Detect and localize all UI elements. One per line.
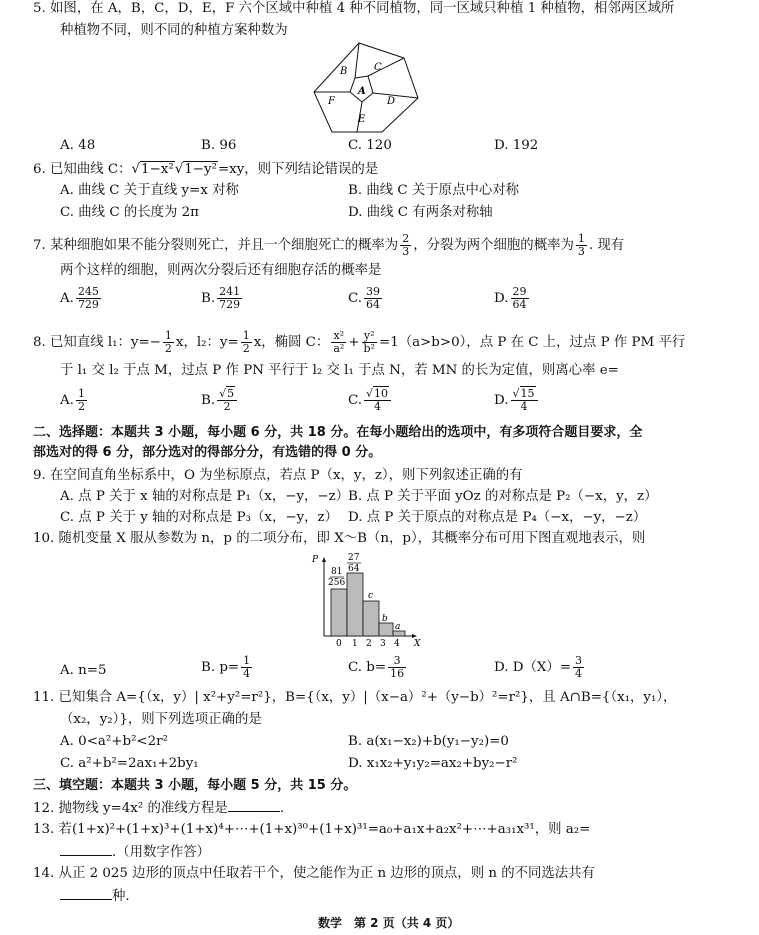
y-axis-label: P (312, 555, 319, 565)
region-label-c: C (374, 62, 382, 73)
q11-option-b: B. a(x₁−x₂)+b(y₁−y₂)=0 (348, 734, 509, 749)
bar-x1 (347, 573, 363, 636)
q5-line1: 5. 如图，在 A，B，C，D，E，F 六个区域中种植 4 种不同植物，同一区域只种植 1 种植物，相邻两区域所 (33, 1, 675, 16)
q5-line2: 种植物不同，则不同的种植方案种数为 (60, 23, 288, 38)
q7-fraction-1: $\frac{2}{3}$ (402, 232, 410, 258)
q7-option-a: A. $\frac{245}{729}$ (60, 285, 99, 311)
page-footer: 数学 第 2 页（共 4 页） (318, 916, 460, 930)
pentagon-region-figure (312, 42, 432, 134)
q11-option-a: A. 0<a²+b²<2r² (60, 734, 168, 749)
q11-line2: （x₂，y₂）}，则下列选项正确的是 (60, 712, 262, 727)
bar-x3 (379, 623, 393, 636)
q6-root-2: 1−y² (184, 162, 217, 177)
q13-answer-blank[interactable] (60, 843, 112, 856)
section-3-heading: 三、填空题：本题共 3 小题，每小题 5 分，共 15 分。 (33, 778, 357, 793)
q14-answer-blank[interactable] (60, 887, 112, 900)
q6-option-c: C. 曲线 C 的长度为 2π (60, 205, 199, 220)
q8-option-d: D. $\frac{√15}{4}$ (494, 388, 540, 413)
q6-option-a: A. 曲线 C 关于直线 y=x 对称 (60, 183, 239, 198)
x-tick-0: 0 (336, 639, 342, 648)
q5-option-a: A. 48 (60, 138, 96, 153)
q12-answer-blank[interactable] (228, 799, 280, 812)
bar-label-27: 27 (348, 553, 360, 563)
q9-option-a: A. 点 P 关于 x 轴的对称点是 P₁（x，−y，−z） (60, 489, 350, 504)
bar-label-b: b (382, 614, 388, 624)
q7-line1 (33, 233, 624, 258)
q5-option-b: B. 96 (201, 138, 237, 153)
x-tick-2: 2 (366, 639, 372, 648)
bar-label-a: a (395, 622, 401, 632)
q8-line2: 于 l₁ 交 l₂ 于点 M，过点 P 作 PN 平行于 l₂ 交 l₁ 于点 N，若 MN 的长为定值，则离心率 e= (60, 363, 619, 378)
q8-option-b: B. $\frac{√5}{2}$ (201, 388, 239, 413)
q6-text-pre: 6. 已知曲线 C： (33, 162, 132, 177)
bar-label-c: c (368, 591, 374, 601)
q5-option-d: D. 192 (494, 138, 539, 153)
region-label-d: D (387, 96, 396, 107)
x-tick-3: 3 (380, 639, 386, 648)
q11-option-c: C. a²+b²=2ax₁+2by₁ (60, 756, 199, 771)
section-2-heading-line2: 部选对的得 6 分，部分选对的得部分分，有选错的得 0 分。 (33, 445, 382, 460)
q9-option-b: B. 点 P 关于平面 yOz 的对称点是 P₂（−x，y，z） (348, 489, 658, 504)
region-label-b: B (340, 66, 348, 77)
q7-text-pre: 7. 某种细胞如果不能分裂则死亡，并且一个细胞死亡的概率为 (33, 238, 399, 253)
q6-text-post: =xy，则下列结论错误的是 (217, 162, 379, 177)
q8-line1: 8. 已知直线 l₁：y=− $\frac{1}{2}$ x，l₂：y= $\frac{1}{2}$ x，椭圆 C： $\frac{\text{x²}}{\text{a²}}$ + $\frac{\text{y²}}{\text{b²}}$ =1（a>b>0），点 P 在 C 上，过点 P 作 PM 平行 (33, 329, 686, 355)
bar-x2 (363, 601, 379, 636)
q9-line1: 9. 在空间直角坐标系中，O 为坐标原点，若点 P（x，y，z），则下列叙述正确的有 (33, 468, 523, 483)
q7-fraction-2: $\frac{1}{3}$ (577, 232, 585, 258)
q6-option-d: D. 曲线 C 有两条对称轴 (348, 205, 493, 220)
q12-line: 12. 抛物线 y=4x² 的准线方程是 . (33, 801, 285, 816)
q11-option-d: D. x₁x₂+y₁y₂=ax₂+by₂−r² (348, 756, 518, 771)
region-label-e: E (358, 114, 366, 125)
binomial-distribution-chart (300, 552, 430, 648)
q7-text-post: . 现有 (588, 238, 625, 253)
q7-line2: 两个这样的细胞，则两次分裂后还有细胞存活的概率是 (60, 263, 382, 278)
q9-option-d: D. 点 P 关于原点的对称点是 P₄（−x，−y，−z） (348, 510, 647, 525)
q10-option-a: A. n=5 (60, 663, 107, 678)
bar-label-256: 256 (328, 578, 346, 588)
q7-option-b: B. $\frac{241}{729}$ (201, 285, 241, 311)
q13-line2: .（用数字作答） (60, 843, 210, 861)
q10-option-b: B. p= $\frac{1}{4}$ (201, 654, 251, 680)
x-tick-1: 1 (352, 639, 358, 648)
region-label-f: F (328, 96, 335, 107)
region-label-a: A (358, 86, 366, 97)
q7-text-mid: ，分裂为两个细胞的概率为 (413, 238, 574, 253)
section-2-heading: 二、选择题：本题共 3 小题，每小题 6 分，共 18 分。在每小题给出的选项中，有多项符合题目要求，全 (33, 425, 643, 440)
x-tick-4: 4 (394, 639, 400, 648)
q10-line1: 10. 随机变量 X 服从参数为 n，p 的二项分布，即 X～B（n，p），其概率分布可用下图直观地表示，则 (33, 531, 646, 546)
q6-root-1: 1−x² (141, 162, 174, 177)
x-axis-label: X (414, 639, 421, 648)
q8-option-a: A. $\frac{1}{2}$ (60, 387, 85, 413)
q7-option-d: D. $\frac{29}{64}$ (494, 285, 527, 311)
q6-line1: 6. 已知曲线 C：√1−x²√1−y²=xy，则下列结论错误的是 (33, 162, 379, 177)
q6-option-b: B. 曲线 C 关于原点中心对称 (348, 183, 520, 198)
bar-label-64: 64 (348, 564, 360, 574)
q9-option-c: C. 点 P 关于 y 轴的对称点是 P₃（x，−y，z） (60, 510, 338, 525)
q10-option-c: C. b= $\frac{3}{16}$ (348, 654, 405, 680)
bar-label-81: 81 (331, 567, 343, 577)
q14-line1: 14. 从正 2 025 边形的顶点中任取若干个，使之能作为正 n 边形的顶点，则 n 的不同选法共有 (33, 866, 595, 881)
q11-line1: 11. 已知集合 A={（x，y）| x²+y²=r²}，B={（x，y）|（x−a）²+（y−b）²=r²}，且 A∩B={（x₁，y₁）， (33, 690, 677, 705)
q10-option-d: D. D（X）= $\frac{3}{4}$ (494, 654, 583, 680)
q8-option-c: C. $\frac{√10}{4}$ (348, 388, 393, 413)
q7-option-c: C. $\frac{39}{64}$ (348, 285, 381, 311)
q5-option-c: C. 120 (348, 138, 392, 153)
q13-line1: 13. 若(1+x)²+(1+x)³+(1+x)⁴+⋯+(1+x)³⁰+(1+x)³¹=a₀+a₁x+a₂x²+⋯+a₃₁x³¹，则 a₂= (33, 822, 591, 837)
q14-line2: 种. (60, 887, 130, 905)
bar-x0 (331, 589, 347, 636)
